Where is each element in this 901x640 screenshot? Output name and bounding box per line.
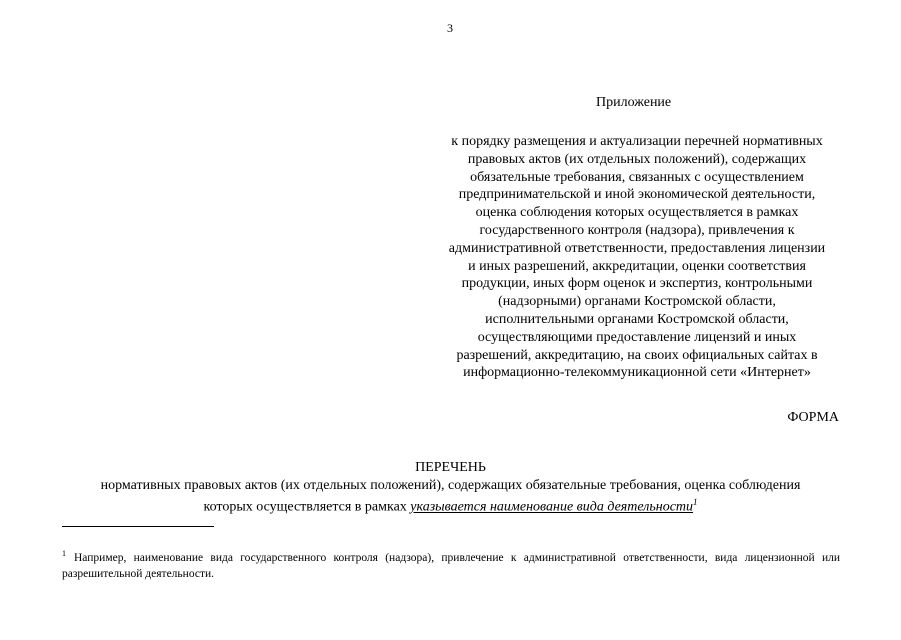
appendix-line: осуществляющими предоставление лицензий и иных xyxy=(477,329,797,345)
footnote-separator xyxy=(62,526,214,527)
appendix-line: предпринимательской и иной экономической деятельности, xyxy=(458,187,816,203)
footnote-text: Например, наименование вида государственного контроля (надзора), привлечение к административной ответственности, вида лицензионной или разрешительной деятельности. xyxy=(62,551,840,580)
appendix-text xyxy=(425,133,849,382)
footnote xyxy=(62,546,840,582)
appendix-line: административной ответственности, предоставления лицензии xyxy=(448,240,826,256)
appendix-line: и иных разрешений, аккредитации, оценки соответствия xyxy=(468,258,806,274)
footnote-reference: 1 xyxy=(693,497,698,507)
appendix-line: оценка соблюдения которых осуществляется в рамках xyxy=(475,205,799,221)
page-number: 3 xyxy=(447,21,453,35)
list-subtitle-line2 xyxy=(60,494,841,516)
list-subtitle xyxy=(60,477,841,516)
list-subtitle-line1: нормативных правовых актов (их отдельных положений), содержащих обязательные требования, оценка соблюдения xyxy=(100,478,801,493)
appendix-line: обязательные требования, связанных с осуществлением xyxy=(470,169,804,185)
appendix-line: (надзорными) органами Костромской области, xyxy=(498,294,776,310)
appendix-line: информационно-телекоммуникационной сети «Интернет» xyxy=(463,365,811,381)
appendix-line: продукции, иных форм оценок и экспертиз, контрольными xyxy=(461,276,813,292)
list-subtitle-prefix: которых осуществляется в рамках xyxy=(203,499,411,515)
appendix-title: Приложение xyxy=(596,95,672,110)
appendix-line: государственного контроля (надзора), привлечения к xyxy=(479,222,795,238)
appendix-line: к порядку размещения и актуализации перечней нормативных xyxy=(451,134,823,149)
footnote-marker: 1 xyxy=(62,549,66,558)
appendix-line: исполнительными органами Костромской области, xyxy=(485,311,789,327)
form-label: ФОРМА xyxy=(787,410,839,425)
list-title: ПЕРЕЧЕНЬ xyxy=(415,460,486,475)
appendix-line: правовых актов (их отдельных положений), содержащих xyxy=(467,151,807,167)
activity-type-placeholder: указывается наименование вида деятельности xyxy=(410,499,694,515)
appendix-line: разрешений, аккредитацию, на своих официальных сайтах в xyxy=(456,347,818,363)
